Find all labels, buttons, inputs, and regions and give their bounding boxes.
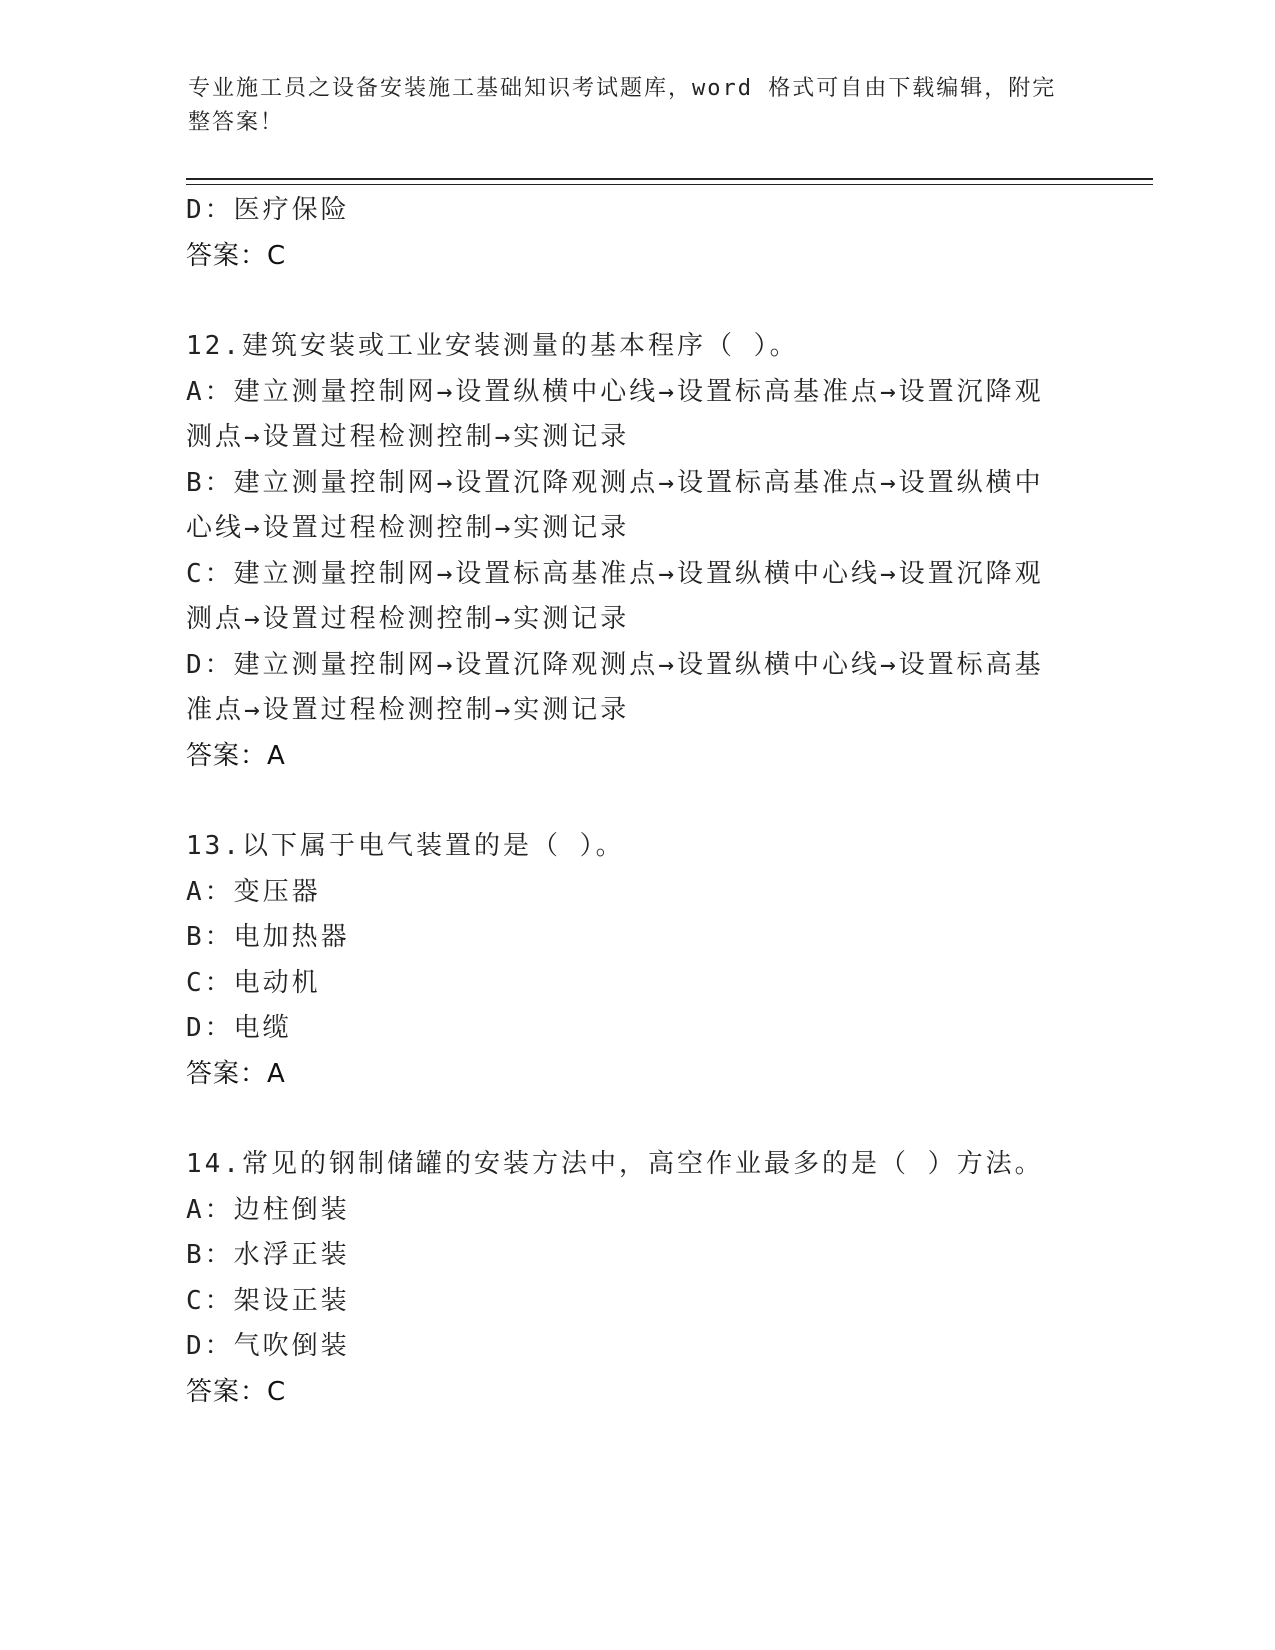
prev-option-d: D：医疗保险 <box>186 195 350 225</box>
header-line-1: 专业施工员之设备安装施工基础知识考试题库，word 格式可自由下载编辑，附完 <box>188 76 1057 101</box>
option-c: C：架设正装 <box>186 1285 350 1316</box>
option-b: B：水浮正装 <box>186 1240 350 1270</box>
question-content <box>186 188 1086 1415</box>
spacer <box>186 779 1086 824</box>
option-b-line-1: B：建立测量控制网→设置沉降观测点→设置标高基准点→设置纵横中 <box>186 467 1044 498</box>
header-divider-top <box>186 178 1153 180</box>
question-13 <box>186 824 1086 1097</box>
option-d-line-2: 准点→设置过程检测控制→实测记录 <box>186 695 630 725</box>
option-c-line-2: 测点→设置过程检测控制→实测记录 <box>186 604 630 634</box>
option-d-line-1: D：建立测量控制网→设置沉降观测点→设置纵横中心线→设置标高基 <box>186 649 1044 680</box>
answer: 答案：A <box>186 740 286 771</box>
question-stem: 13.以下属于电气装置的是（ ）。 <box>186 831 625 861</box>
option-d: D：气吹倒装 <box>186 1331 350 1361</box>
question-stem: 12.建筑安装或工业安装测量的基本程序（ ）。 <box>186 331 799 361</box>
header-divider-bottom <box>186 184 1153 185</box>
prev-answer: 答案：C <box>186 240 287 271</box>
option-b-line-2: 心线→设置过程检测控制→实测记录 <box>186 513 630 543</box>
option-a: A：边柱倒装 <box>186 1194 350 1225</box>
question-14 <box>186 1142 1086 1415</box>
option-a-line-2: 测点→设置过程检测控制→实测记录 <box>186 422 630 452</box>
spacer <box>186 279 1086 324</box>
header-line-2: 整答案！ <box>188 110 285 135</box>
answer: 答案：C <box>186 1376 287 1407</box>
answer: 答案：A <box>186 1058 286 1089</box>
option-b: B：电加热器 <box>186 922 350 952</box>
document-header <box>188 72 1068 140</box>
option-d: D：电缆 <box>186 1013 292 1043</box>
option-c: C：电动机 <box>186 967 321 998</box>
spacer <box>186 1097 1086 1142</box>
question-stem: 14.常见的钢制储罐的安装方法中，高空作业最多的是（ ）方法。 <box>186 1149 1044 1179</box>
option-a-line-1: A：建立测量控制网→设置纵横中心线→设置标高基准点→设置沉降观 <box>186 376 1044 407</box>
option-c-line-1: C：建立测量控制网→设置标高基准点→设置纵横中心线→设置沉降观 <box>186 558 1044 589</box>
option-a: A：变压器 <box>186 876 321 907</box>
question-12 <box>186 324 1086 779</box>
